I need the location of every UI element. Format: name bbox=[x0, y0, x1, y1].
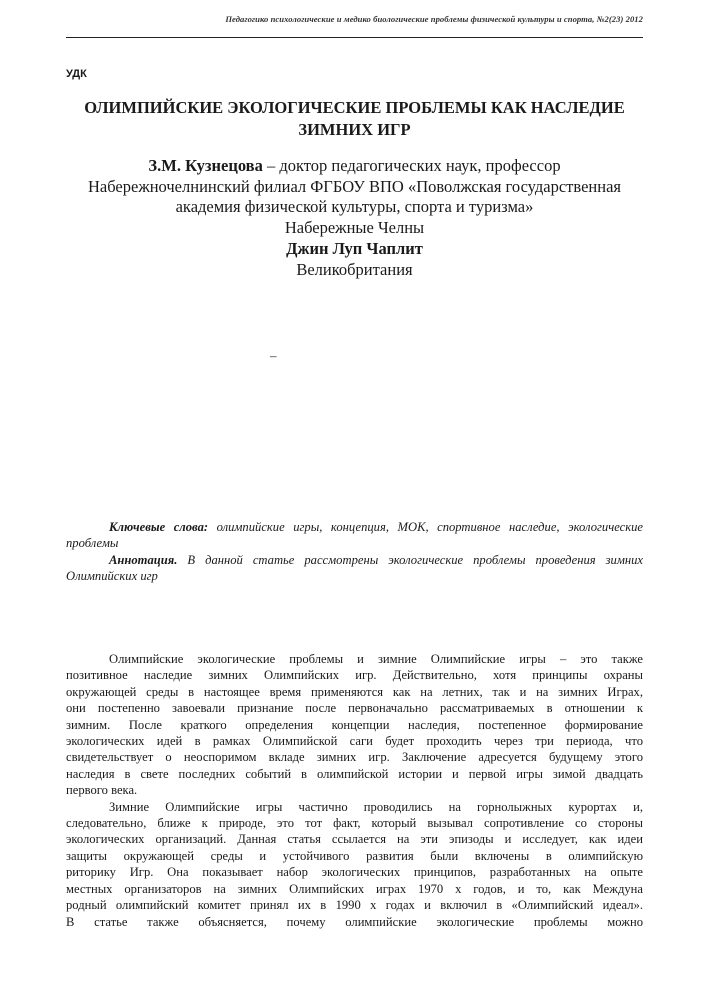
keywords-text: олимпийские игры, концепция, МОК, спортивное наследие, экологические проблемы bbox=[66, 520, 643, 551]
annotation bbox=[66, 552, 643, 585]
body-text bbox=[66, 651, 643, 930]
annotation-text: В данной статье рассмотрены экологические проблемы проведения зимних Олимпийских игр bbox=[66, 552, 643, 583]
keywords bbox=[66, 519, 643, 552]
body-line: позитивное наследие зимних Олимпийских игр. Действительно, хотя принципы охраны bbox=[66, 668, 643, 683]
body-line: Олимпийские экологические проблемы и зимние Олимпийские игры – это также bbox=[109, 652, 643, 666]
body-line: зимним. После краткого определения концепции наследия, постепенное формирование bbox=[66, 717, 643, 732]
body-line: защиты окружающей среды и устойчивого развития были включены в олимпийскую bbox=[66, 848, 643, 863]
body-line: наследия в свете последних событий в олимпийской истории и первой игры зимой двадцать bbox=[66, 766, 643, 781]
author-1 bbox=[60, 156, 649, 177]
body-line: свидетельствует о неоспоримом вкладе зимних игр. Заключение адресуется будущему этого bbox=[66, 750, 643, 765]
author-1-name: З.М. Кузнецова bbox=[148, 156, 263, 175]
running-header: Педагогико психологические и медико биологические проблемы физической культуры и спорта, №2(23) 2012 bbox=[225, 14, 643, 24]
affiliation-line-2: академия физической культуры, спорта и туризма» bbox=[175, 197, 534, 217]
body-line: Зимние Олимпийские игры частично проводились на горнолыжных курортах и, bbox=[109, 799, 643, 814]
annotation-label: Аннотация. bbox=[109, 552, 178, 567]
body-line: окружающей среды в настоящее время применяются как на летних, так и на зимних Играх, bbox=[66, 684, 643, 699]
keywords-label: Ключевые слова: bbox=[109, 520, 209, 534]
body-line: риторику Игр. Она показывает набор экологических принципов, разработанных на опыте bbox=[66, 865, 643, 880]
author-city: Набережные Челны bbox=[284, 218, 425, 238]
body-line: они постепенно завоевали признание после первоначально рассматриваемых в отношении к bbox=[66, 701, 643, 716]
author-block bbox=[60, 156, 649, 280]
body-line: следовательно, ближе к природе, это тот факт, который вызывал сопротивление со стороны bbox=[66, 816, 643, 831]
title-line-1: ОЛИМПИЙСКИЕ ЭКОЛОГИЧЕСКИЕ ПРОБЛЕМЫ КАК НАСЛЕДИЕ bbox=[84, 98, 625, 117]
author-country: Великобритания bbox=[296, 259, 413, 279]
author-1-title: – доктор педагогических наук, профессор bbox=[262, 156, 561, 175]
title-line-2: ЗИМНИХ ИГР bbox=[298, 120, 411, 139]
affiliation-line-1: Набережночелнинский филиал ФГБОУ ВПО «Поволжская государственная bbox=[88, 176, 621, 196]
body-line: местных организаторов на зимних Олимпийских играх 1970 х годов, и то, как Междуна bbox=[66, 881, 643, 896]
body-line: экологических организаций. Данная статья ссылается на эти эпизоды и исследует, как идеи bbox=[66, 832, 643, 847]
author-2-name: Джин Луп Чаплит bbox=[286, 238, 423, 258]
article-title bbox=[66, 97, 643, 141]
body-line: экологических идей в рамках Олимпийской саги будет проходить через три периода, что bbox=[66, 734, 643, 749]
body-line: первого века. bbox=[66, 783, 138, 798]
body-line: родный олимпийский комитет принял их в 1990 х годах и включил в «Олимпийский идеал». bbox=[66, 898, 643, 913]
udk-label: УДК bbox=[66, 68, 87, 80]
dash-mark: – bbox=[270, 348, 277, 363]
keywords-annotation-block bbox=[66, 519, 643, 584]
body-line: В статье также объясняется, почему олимпийские экологические проблемы можно bbox=[66, 914, 643, 929]
header-rule bbox=[66, 37, 643, 38]
